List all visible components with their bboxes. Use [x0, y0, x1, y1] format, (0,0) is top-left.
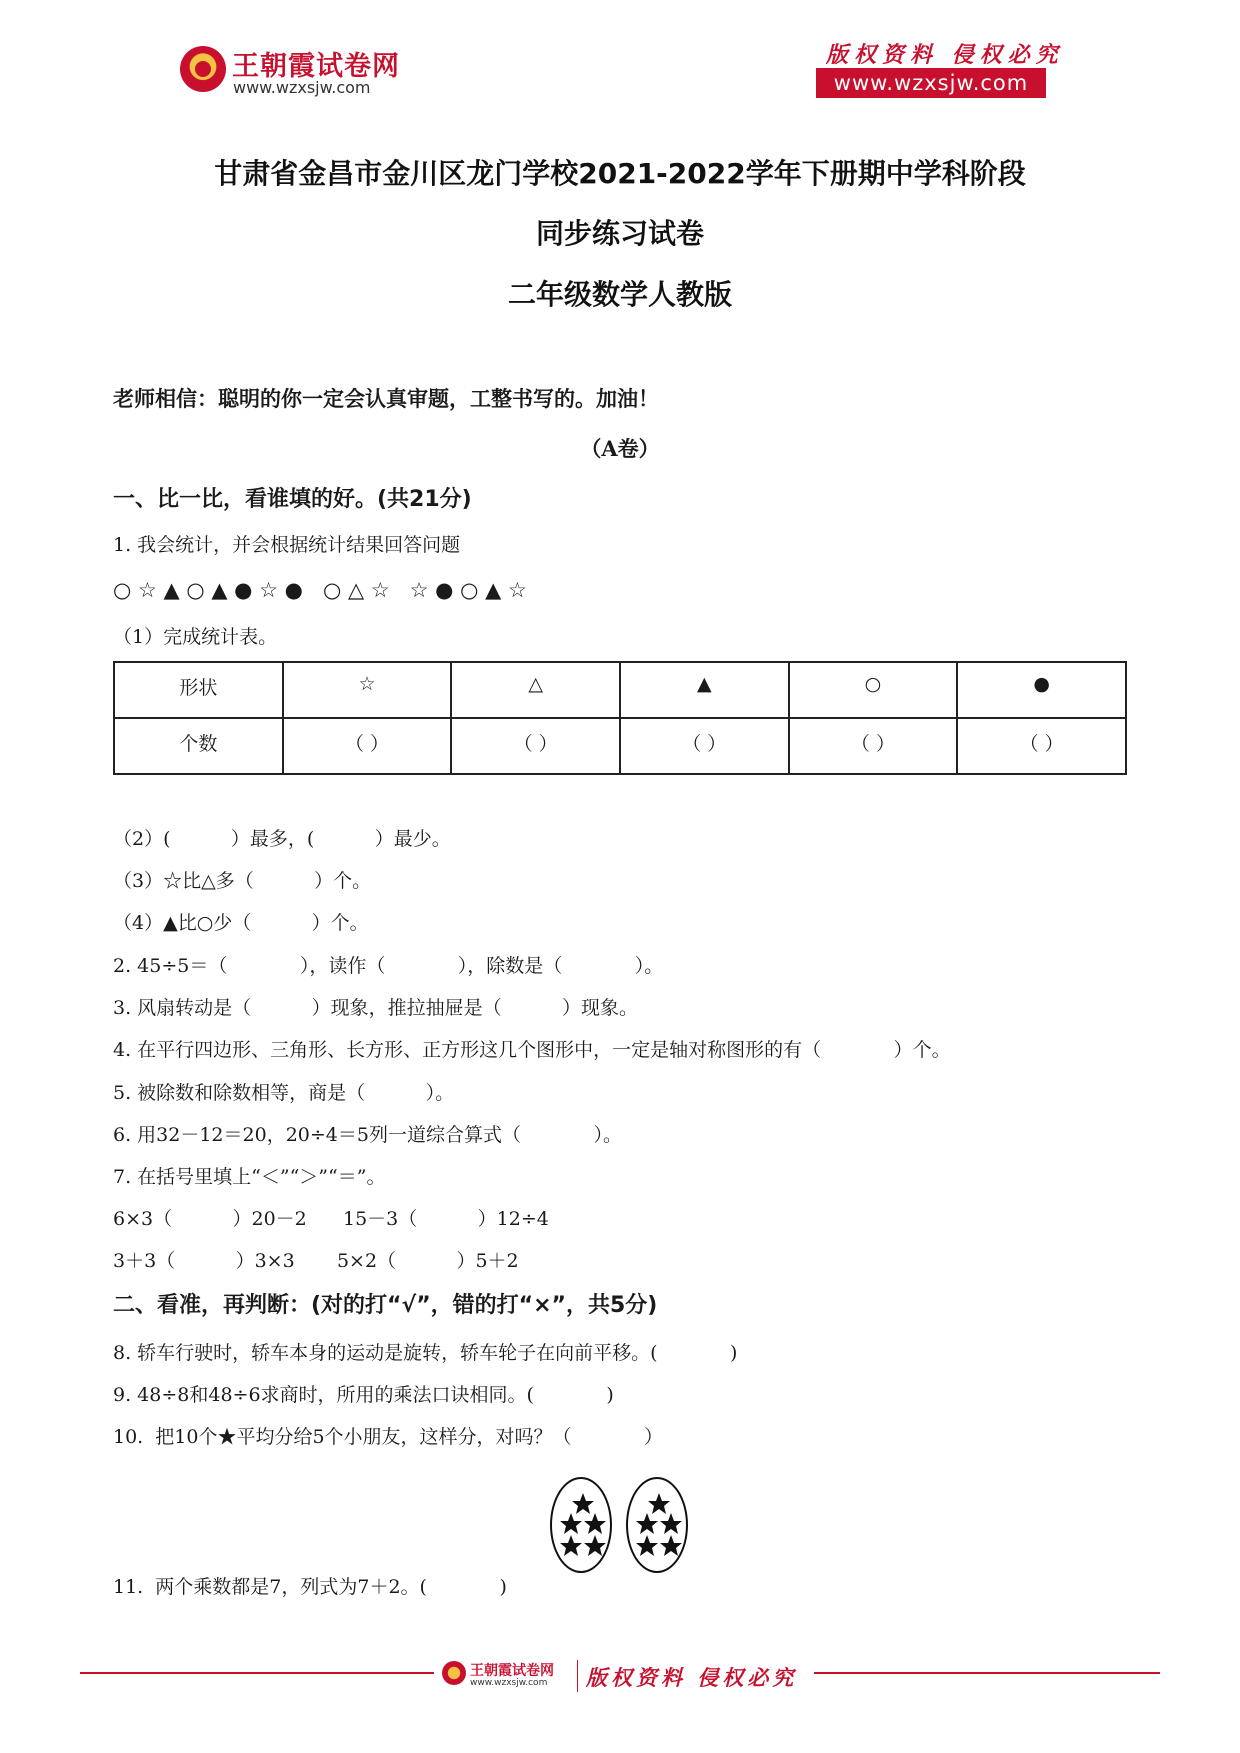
question-9: 9. 48÷8和48÷6求商时，所用的乘法口诀相同。( )	[113, 1384, 614, 1406]
question-1-4: （4）▲比○少（ ）个。	[113, 912, 369, 934]
question-7-row2: 3＋3（ ）3×3 5×2（ ）5＋2	[113, 1250, 519, 1272]
statistics-table	[113, 661, 1127, 775]
exam-title-line2: 同步练习试卷	[535, 217, 704, 250]
star-group-icon	[628, 1479, 690, 1575]
brand-url: www.wzxsjw.com	[233, 78, 371, 97]
star-group-oval-left	[550, 1477, 612, 1573]
question-11: 11. 两个乘数都是7，列式为7＋2。( )	[113, 1576, 507, 1598]
footer-divider-left	[80, 1672, 434, 1674]
star-group-icon	[552, 1479, 614, 1575]
count-blank[interactable]: （ ）	[620, 718, 789, 774]
copyright-notice: 版权资料 侵权必究	[826, 42, 1064, 68]
star-group-oval-right	[626, 1477, 688, 1573]
question-4: 4. 在平行四边形、三角形、长方形、正方形这几个图形中，一定是轴对称图形的有（ ）个。	[113, 1039, 951, 1061]
section1-heading: 一、比一比，看谁填的好。(共21分)	[113, 487, 472, 512]
question-8: 8. 轿车行驶时，轿车本身的运动是旋转，轿车轮子在向前平移。( )	[113, 1342, 738, 1364]
question-7: 7. 在括号里填上“＜”“＞”“＝”。	[113, 1166, 386, 1188]
table-shape-triangle-filled: ▲	[620, 662, 789, 718]
table-shape-circle-outline: ○	[789, 662, 958, 718]
brand-logo-icon	[180, 46, 226, 92]
question-1: 1. 我会统计，并会根据统计结果回答问题	[113, 534, 461, 556]
footer-brand-url: www.wzxsjw.com	[470, 1678, 548, 1688]
encouragement-text: 老师相信：聪明的你一定会认真审题，工整书写的。加油！	[113, 387, 659, 411]
question-1-1: （1）完成统计表。	[113, 626, 278, 648]
section2-heading: 二、看准，再判断：(对的打“√”，错的打“×”，共5分)	[113, 1293, 658, 1318]
question-10: 10. 把10个★平均分给5个小朋友，这样分，对吗？（ ）	[113, 1426, 664, 1448]
question-7-row1: 6×3（ ）20－2 15－3（ ）12÷4	[113, 1208, 549, 1230]
footer-logo-icon	[442, 1661, 466, 1685]
volume-label: （A卷）	[580, 436, 660, 461]
count-blank[interactable]: （ ）	[451, 718, 620, 774]
footer-divider-right	[814, 1672, 1160, 1674]
table-row-label: 个数	[114, 718, 283, 774]
table-header-label: 形状	[114, 662, 283, 718]
brand-name: 王朝霞试卷网	[232, 51, 400, 82]
question-1-2: （2）( ）最多，( ）最少。	[113, 828, 451, 850]
table-shape-triangle-outline: △	[451, 662, 620, 718]
count-blank[interactable]: （ ）	[789, 718, 958, 774]
question-1-3: （3）☆比△多（ ）个。	[113, 870, 372, 892]
table-shape-circle-filled: ●	[957, 662, 1126, 718]
question-2: 2. 45÷5＝（ ），读作（ ），除数是（ ）。	[113, 955, 664, 977]
question-5: 5. 被除数和除数相等，商是（ ）。	[113, 1082, 455, 1104]
table-row	[114, 662, 1126, 718]
question-3: 3. 风扇转动是（ ）现象，推拉抽屉是（ ）现象。	[113, 997, 638, 1019]
shapes-sequence: ○ ☆ ▲ ○ ▲ ● ☆ ● ○ △ ☆ ☆ ● ○ ▲ ☆	[113, 578, 527, 602]
copyright-url-badge: www.wzxsjw.com	[816, 68, 1046, 98]
exam-title-line3: 二年级数学人教版	[507, 278, 732, 311]
question-6: 6. 用32－12＝20，20÷4＝5列一道综合算式（ ）。	[113, 1124, 622, 1146]
footer-brand-name: 王朝霞试卷网	[470, 1663, 554, 1679]
count-blank[interactable]: （ ）	[283, 718, 452, 774]
exam-title-line1: 甘肃省金昌市金川区龙门学校2021-2022学年下册期中学科阶段	[214, 157, 1026, 190]
table-shape-star: ☆	[283, 662, 452, 718]
footer-separator	[577, 1660, 578, 1692]
footer-copyright: 版权资料 侵权必究	[586, 1665, 798, 1690]
count-blank[interactable]: （ ）	[957, 718, 1126, 774]
table-row	[114, 718, 1126, 774]
